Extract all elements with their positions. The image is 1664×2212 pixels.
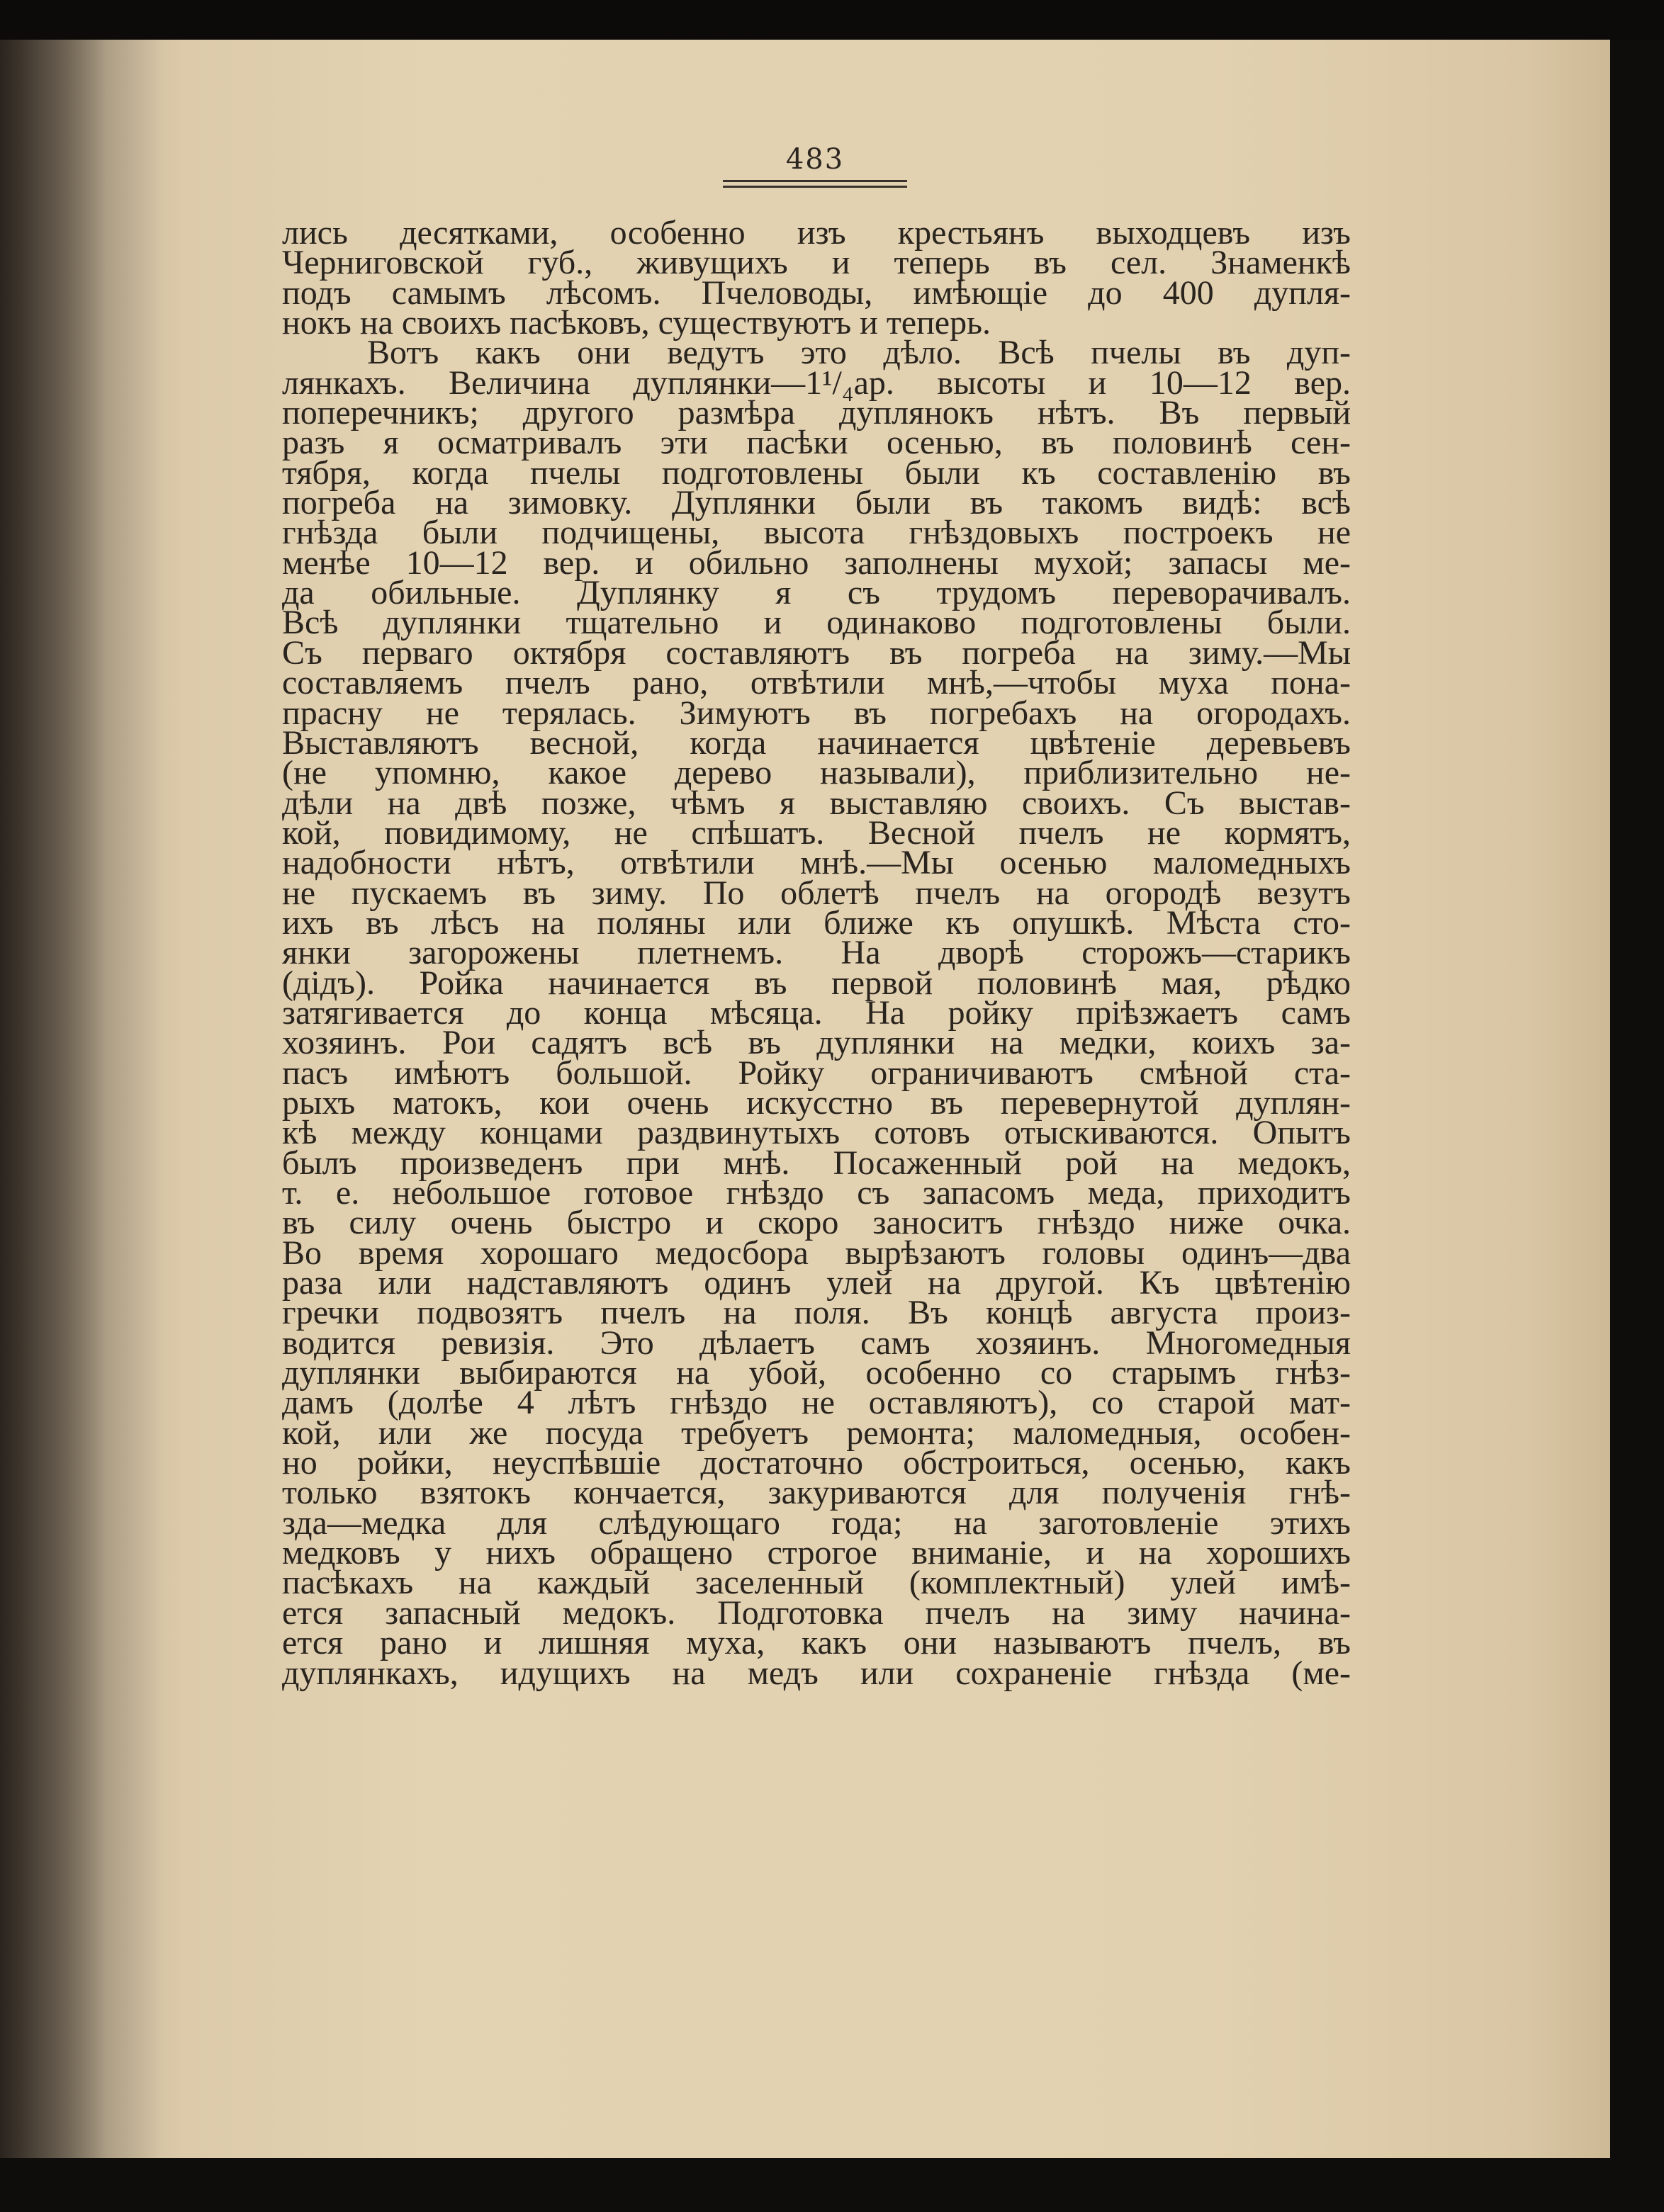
text-line: подъ самымъ лѣсомъ. Пчеловоды, имѣющіе до 400 дупля- xyxy=(282,273,1351,312)
text-line: лись десятками, особенно изъ крестьянъ выходцевъ изъ xyxy=(282,214,1351,252)
text-line: дѣли на двѣ позже, чѣмъ я выставляю своихъ. Съ выстав- xyxy=(282,784,1351,822)
scan-top-border xyxy=(0,0,1664,40)
text-line: погреба на зимовку. Дуплянки были въ такомъ видѣ: всѣ xyxy=(282,484,1351,522)
text-line: менѣе 10—12 вер. и обильно заполнены мухой; запасы ме- xyxy=(282,543,1351,582)
text-line: Черниговской губ., живущихъ и теперь въ сел. Знаменкѣ xyxy=(282,244,1351,282)
text-line: ихъ въ лѣсъ на поляны или ближе къ опушкѣ. Мѣста сто- xyxy=(282,903,1351,942)
text-line: (не упомню, какое дерево называли), приблизительно не- xyxy=(282,754,1351,792)
text-line: тября, когда пчелы подготовлены были къ составленію въ xyxy=(282,453,1351,492)
text-line: Вотъ какъ они ведутъ это дѣло. Всѣ пчелы въ дуп- xyxy=(367,334,1351,372)
scan-bottom-border xyxy=(0,2158,1664,2212)
text-line: медковъ у нихъ обращено строгое вниманіе, и на хорошихъ xyxy=(282,1534,1351,1572)
text-line: гречки подвозятъ пчелъ на поля. Въ концѣ августа произ- xyxy=(282,1294,1351,1332)
text-line: надобности нѣтъ, отвѣтили мнѣ.—Мы осенью маломедныхъ xyxy=(282,844,1351,882)
text-line: пасѣкахъ на каждый заселенный (комплектный) улей имѣ- xyxy=(282,1564,1351,1602)
text-line: дуплянки выбираются на убой, особенно со старымъ гнѣз- xyxy=(282,1354,1351,1392)
text-line: поперечникъ; другого размѣра дуплянокъ нѣтъ. Въ первый xyxy=(282,394,1351,432)
text-line: рыхъ матокъ, кои очень искусстно въ перевернутой дуплян- xyxy=(282,1083,1351,1122)
text-line: затягивается до конца мѣсяца. На ройку пріѣзжаетъ самъ xyxy=(282,993,1351,1032)
text-line: янки загорожены плетнемъ. На дворѣ сторожъ—старикъ xyxy=(282,934,1351,972)
text-line: Съ перваго октября составляютъ въ погреба на зиму.—Мы xyxy=(282,633,1351,672)
body-text xyxy=(282,214,1351,1692)
text-line: только взятокъ кончается, закуриваются для полученія гнѣ- xyxy=(282,1474,1351,1512)
text-line: (дідъ). Ройка начинается въ первой половинѣ мая, рѣдко xyxy=(282,964,1351,1002)
text-line: дамъ (долѣе 4 лѣтъ гнѣздо не оставляютъ), со старой мат- xyxy=(282,1384,1351,1422)
text-line: пасъ имѣютъ большой. Ройку ограничиваютъ смѣной ста- xyxy=(282,1054,1351,1092)
text-line: ется рано и лишняя муха, какъ они называютъ пчелъ, въ xyxy=(282,1624,1351,1662)
text-line: Во время хорошаго медосбора вырѣзаютъ головы одинъ—два xyxy=(282,1234,1351,1272)
page-header xyxy=(723,143,907,188)
scan-right-border xyxy=(1610,40,1664,2158)
page-number: 483 xyxy=(785,143,845,176)
text-line: разъ я осматривалъ эти пасѣки осенью, въ половинѣ сен- xyxy=(282,424,1351,462)
text-line: Выставляютъ весной, когда начинается цвѣтеніе деревьевъ xyxy=(282,723,1351,762)
text-line: былъ произведенъ при мнѣ. Посаженный рой на медокъ, xyxy=(282,1144,1351,1182)
text-line: ется запасный медокъ. Подготовка пчелъ на зиму начина- xyxy=(282,1593,1351,1632)
text-line: въ силу очень быстро и скоро заноситъ гнѣздо ниже очка. xyxy=(282,1204,1351,1242)
header-rule-double xyxy=(723,186,907,188)
text-line: да обильные. Дуплянку я съ трудомъ переворачивалъ. xyxy=(282,574,1351,612)
text-line: составляемъ пчелъ рано, отвѣтили мнѣ,—чтобы муха пона- xyxy=(282,664,1351,702)
text-line: Всѣ дуплянки тщательно и одинаково подготовлены были. xyxy=(282,604,1351,642)
text-line: лянкахъ. Величина дуплянки—1¹/₄ар. высоты и 10—12 вер. xyxy=(282,363,1351,402)
page-gutter-shadow xyxy=(0,40,163,2158)
text-line: кой, или же посуда требуетъ ремонта; маломедныя, особен- xyxy=(282,1413,1351,1452)
text-line: т. е. небольшое готовое гнѣздо съ запасомъ меда, приходитъ xyxy=(282,1174,1351,1212)
text-line: нокъ на своихъ пасѣковъ, существуютъ и теперь. xyxy=(282,304,991,342)
text-line: водится ревизія. Это дѣлаетъ самъ хозяинъ. Многомедныя xyxy=(282,1324,1351,1362)
text-line: хозяинъ. Рои садятъ всѣ въ дуплянки на медки, коихъ за- xyxy=(282,1024,1351,1062)
text-line: но ройки, неуспѣвшіе достаточно обстроиться, осенью, какъ xyxy=(282,1444,1351,1482)
text-line: не пускаемъ въ зиму. По облетѣ пчелъ на огородѣ везутъ xyxy=(282,874,1351,912)
text-line: зда—медка для слѣдующаго года; на заготовленіе этихъ xyxy=(282,1503,1351,1542)
text-line: кой, повидимому, не спѣшатъ. Весной пчелъ не кормятъ, xyxy=(282,813,1351,852)
text-line: гнѣзда были подчищены, высота гнѣздовыхъ построекъ не xyxy=(282,514,1351,552)
text-line: прасну не терялась. Зимуютъ въ погребахъ на огородахъ. xyxy=(282,694,1351,732)
text-line: дуплянкахъ, идущихъ на медъ или сохраненіе гнѣзда (ме- xyxy=(282,1654,1351,1692)
header-rule xyxy=(723,180,907,182)
text-line: раза или надставляютъ одинъ улей на другой. Къ цвѣтенію xyxy=(282,1264,1351,1302)
text-line: кѣ между концами раздвинутыхъ сотовъ отыскиваются. Опытъ xyxy=(282,1114,1351,1152)
